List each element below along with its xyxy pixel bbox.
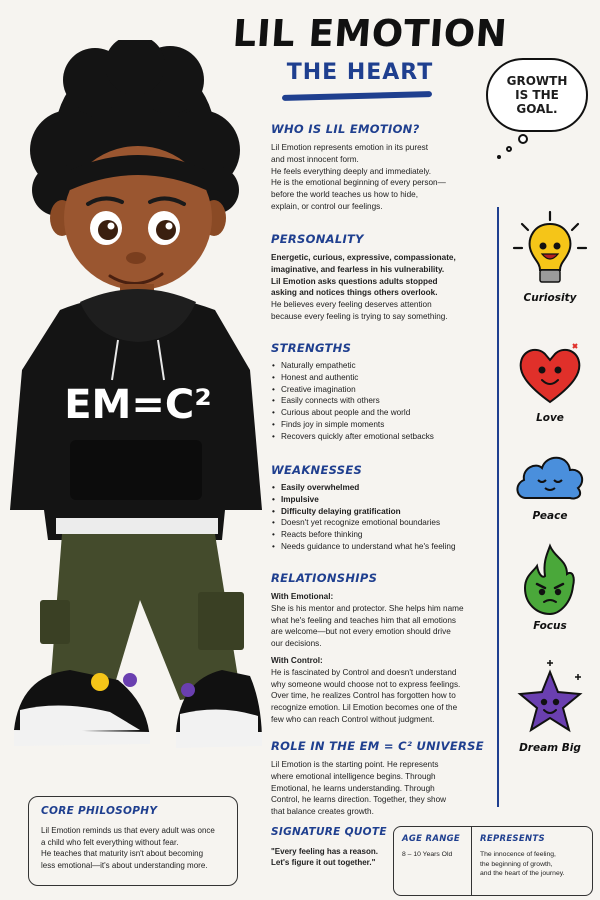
text-line: asking and notices things others overlook.	[271, 288, 438, 298]
text-line: few who can reach Control without judgment.	[271, 714, 435, 724]
trait-dream-big	[505, 660, 595, 754]
text-line: He believes every feeling deserves attention	[271, 300, 432, 310]
text-line: Lil Emotion reminds us that every adult was once	[41, 826, 215, 835]
info-box	[393, 826, 593, 896]
represents-heading: REPRESENTS	[480, 834, 545, 844]
text-line: because every feeling is trying to say something.	[271, 311, 448, 321]
text-line: the beginning of growth,	[480, 860, 553, 868]
thought-bubble-dot	[497, 155, 501, 159]
section-heading: CORE PHILOSOPHY	[41, 805, 158, 817]
text-line: before the world teaches us how to hide,	[271, 190, 419, 200]
text-line: imaginative, and fearless in his vulnerability.	[271, 264, 445, 274]
text-line: recognize emotion. Lil Emotion becomes one of the	[271, 703, 458, 713]
list-item: • Creative imagination	[271, 384, 493, 396]
text-line: Lil Emotion asks questions adults stopped	[271, 276, 438, 286]
lil-emotion-character	[0, 40, 270, 760]
list-item: • Easily connects with others	[271, 395, 493, 407]
left-shoe	[14, 670, 150, 746]
hoodie-text: EM=C²	[64, 382, 212, 428]
trait-peace	[505, 446, 595, 522]
section-strengths	[271, 341, 493, 443]
section-quote	[271, 826, 401, 868]
age-range-heading: AGE RANGE	[402, 834, 461, 844]
quote-line: "Every feeling has a reason.	[271, 847, 378, 856]
trait-label: Love	[536, 412, 564, 424]
list-item: • Needs guidance to understand what he's feeling	[271, 541, 493, 553]
text-line: are welcome—but not every emotion should drive	[271, 627, 451, 637]
section-weaknesses	[271, 463, 493, 553]
text-line: where emotional intelligence begins. Through	[271, 771, 436, 781]
trait-focus	[505, 542, 595, 632]
text-line: The innocence of feeling,	[480, 851, 556, 858]
represents-column	[472, 827, 573, 895]
section-heading: WHO IS LIL EMOTION?	[271, 122, 420, 136]
thought-bubble	[486, 58, 588, 132]
section-who	[271, 122, 493, 213]
text-line: Energetic, curious, expressive, compassionate,	[271, 253, 456, 262]
text-line: He is the emotional beginning of every person—	[271, 178, 446, 188]
text-line: Over time, he realizes Control has forgotten how to	[271, 691, 456, 701]
list-item: • Doesn't yet recognize emotional boundaries	[271, 517, 493, 529]
star-icon	[512, 660, 588, 740]
section-personality	[271, 232, 493, 323]
text-line: less emotional—it's about understanding more.	[41, 860, 208, 870]
section-relationships	[271, 571, 493, 726]
section-heading: WEAKNESSES	[271, 463, 363, 477]
text-line: that balance creates growth.	[271, 807, 374, 817]
list-item: • Finds joy in simple moments	[271, 419, 493, 431]
list-item: • Impulsive	[271, 494, 493, 506]
text-line: why someone would choose not to express feelings.	[271, 679, 461, 689]
thought-bubble-dot	[518, 134, 528, 144]
text-line: and most innocent form.	[271, 154, 359, 164]
section-role	[271, 739, 493, 818]
text-line: Lil Emotion represents emotion in its purest	[271, 143, 429, 152]
text-line: He is fascinated by Control and doesn't understand	[271, 667, 457, 677]
age-range-column	[394, 827, 472, 895]
text-line: our decisions.	[271, 639, 322, 649]
text-line: Control, he learns direction. Together, they show	[271, 795, 447, 805]
section-heading: ROLE IN THE EM = C² UNIVERSE	[271, 739, 484, 753]
list-item: • Difficulty delaying gratification	[271, 506, 493, 518]
list-item: • Honest and authentic	[271, 372, 493, 384]
lightbulb-icon	[512, 210, 588, 290]
flame-icon	[515, 542, 585, 618]
text-line: what he's feeling and teaches him that all emotions	[271, 615, 456, 625]
trait-label: Curiosity	[523, 292, 577, 304]
text-line: Lil Emotion is the starting point. He represents	[271, 760, 439, 769]
page-title: LIL EMOTION	[231, 12, 509, 55]
cloud-icon	[512, 446, 588, 508]
text-line: She is his mentor and protector. She helps him name	[271, 603, 464, 613]
section-heading: SIGNATURE QUOTE	[271, 826, 387, 838]
relationship-label: With Emotional:	[271, 592, 334, 601]
list-item: • Reacts before thinking	[271, 529, 493, 541]
subtitle-underline	[282, 91, 432, 101]
text-line: Emotional, he learns understanding. Through	[271, 783, 435, 793]
text-line: explain, or control our feelings.	[271, 201, 383, 211]
core-philosophy-box	[28, 796, 238, 886]
section-heading: PERSONALITY	[271, 232, 364, 246]
trait-label: Focus	[533, 620, 567, 632]
heart-icon	[515, 340, 585, 410]
list-item: • Recovers quickly after emotional setbacks	[271, 431, 493, 443]
relationship-label: With Control:	[271, 655, 323, 665]
section-heading: STRENGTHS	[271, 341, 352, 355]
text-line: and the heart of the journey.	[480, 870, 565, 877]
text-line: a child who felt everything without fear.	[41, 837, 179, 847]
list-item: • Naturally empathetic	[271, 360, 493, 372]
section-heading: RELATIONSHIPS	[271, 571, 378, 585]
trait-love	[505, 340, 595, 424]
trait-curiosity	[505, 210, 595, 304]
divider-line	[497, 207, 499, 807]
list-item: • Curious about people and the world	[271, 407, 493, 419]
quote-line: Let's figure it out together."	[271, 858, 376, 867]
trait-label: Peace	[532, 510, 568, 522]
thought-bubble-dot	[506, 146, 512, 152]
thought-bubble-text: GROWTH IS THE GOAL.	[506, 74, 568, 116]
trait-label: Dream Big	[519, 742, 581, 754]
text-line: He teaches that maturity isn't about becoming	[41, 849, 204, 858]
page-subtitle: THE HEART	[286, 60, 434, 85]
text-line: He feels everything deeply and immediately.	[271, 166, 432, 176]
age-range-value: 8 – 10 Years Old	[402, 851, 453, 858]
list-item: • Easily overwhelmed	[271, 482, 493, 494]
